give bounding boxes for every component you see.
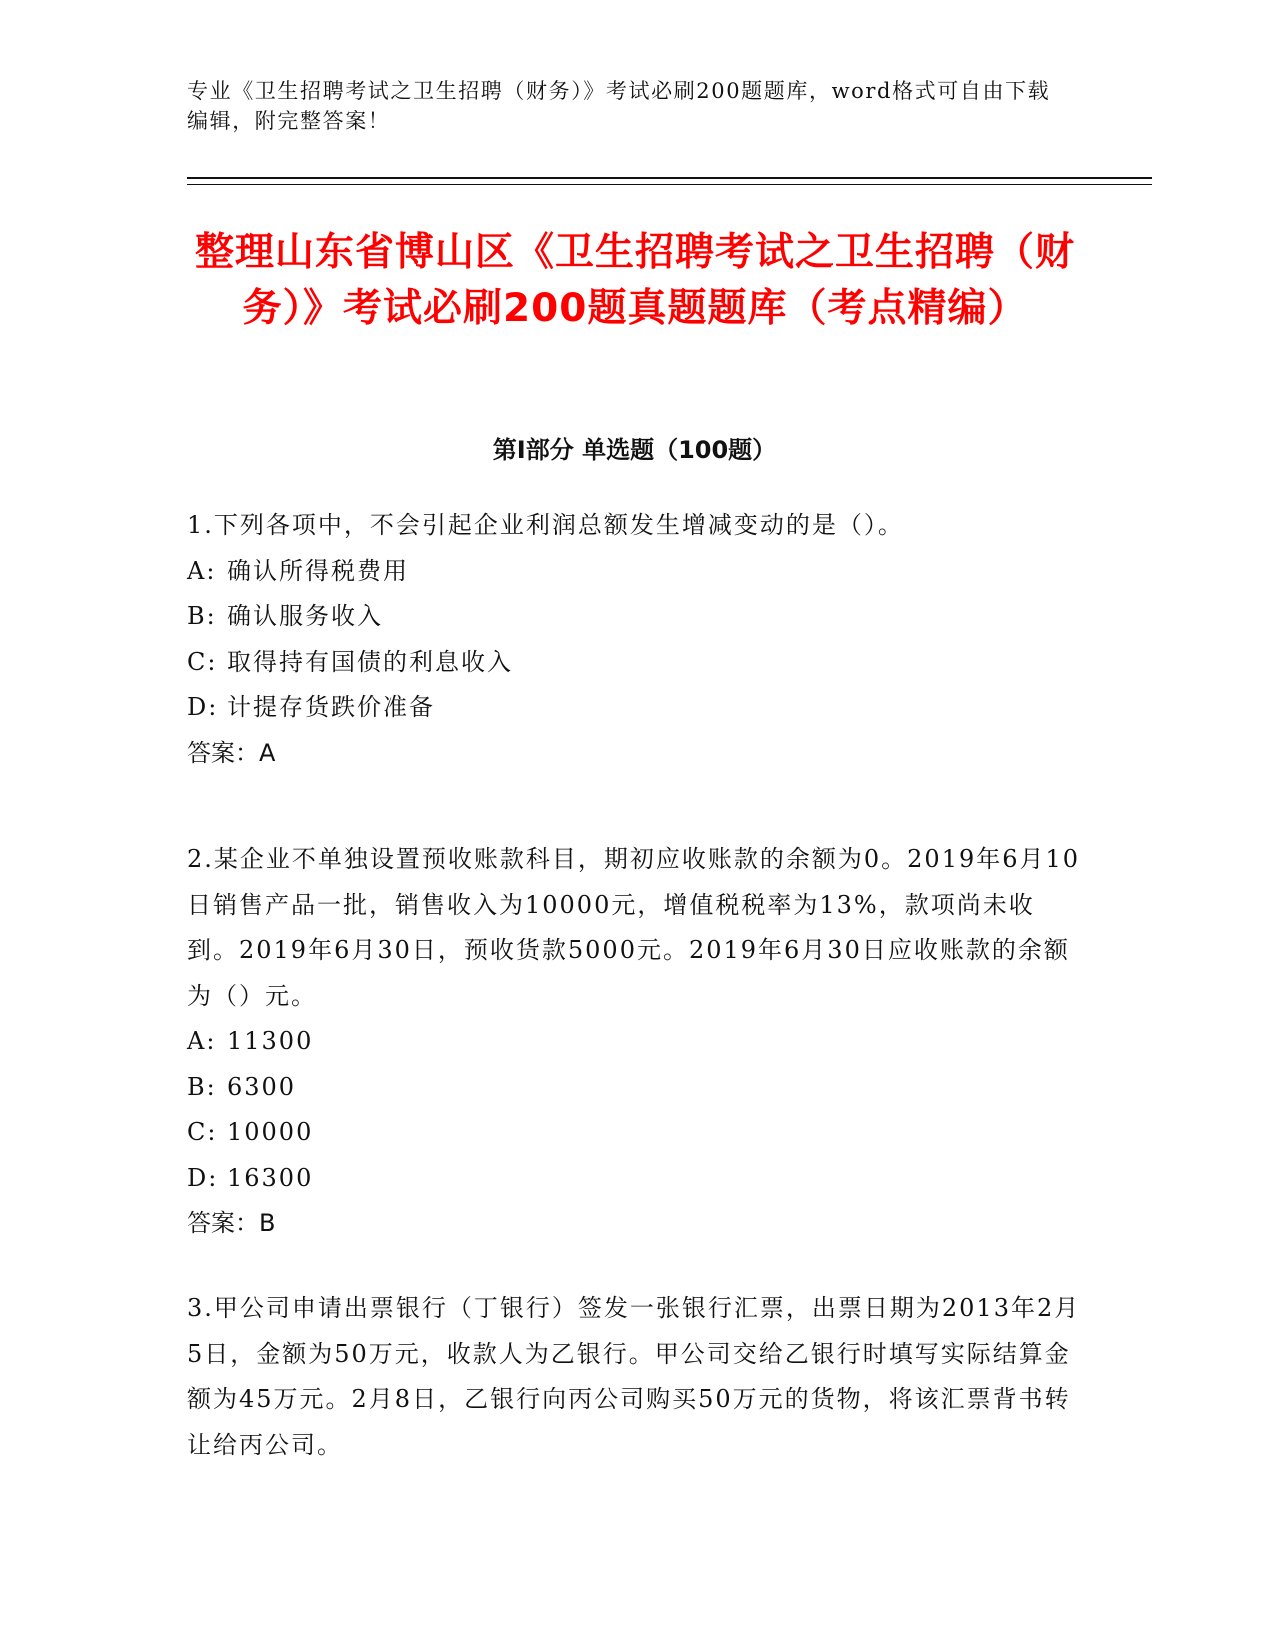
option-letter: B:: [187, 602, 217, 630]
option-letter: D:: [187, 1163, 219, 1192]
option-text: 16300: [227, 1163, 314, 1192]
option-text: 确认服务收入: [227, 602, 383, 630]
question-3: [187, 1286, 1082, 1468]
document-title: 整理山东省博山区《卫生招聘考试之卫生招聘（财务）》考试必刷200题真题题库（考点精编）: [194, 230, 1075, 331]
option-text: 6300: [227, 1072, 297, 1101]
option-c: [187, 1110, 1082, 1156]
option-letter: A:: [187, 556, 217, 585]
option-c: [187, 640, 1082, 686]
option-d: [187, 1156, 1082, 1202]
option-letter: C:: [187, 647, 218, 676]
header-divider-thin: [187, 184, 1152, 185]
option-b: [187, 1065, 1082, 1111]
option-a: [187, 1019, 1082, 1065]
option-a: [187, 549, 1082, 595]
option-letter: A:: [187, 1027, 217, 1055]
option-b: [187, 594, 1082, 640]
option-letter: B:: [187, 1072, 217, 1101]
question-stem: 3.甲公司申请出票银行（丁银行）签发一张银行汇票，出票日期为2013年2月5日，金额为50万元，收款人为乙银行。甲公司交给乙银行时填写实际结算金额为45万元。2月8日，乙银行向丙公司购买50万元的货物，将该汇票背书转让给丙公司。: [187, 1294, 1081, 1459]
question-stem: 2.某企业不单独设置预收账款科目，期初应收账款的余额为0。2019年6月10日销售产品一批，销售收入为10000元，增值税税率为13%，款项尚未收到。2019年6月30日，预收货款5000元。2019年6月30日应收账款的余额为（）元。: [187, 845, 1081, 1010]
option-text: 10000: [227, 1118, 314, 1146]
question-1: [187, 503, 1082, 776]
answer: 答案：B: [187, 1209, 276, 1237]
answer: 答案：A: [187, 738, 276, 767]
option-text: 确认所得税费用: [227, 556, 409, 585]
option-text: 11300: [227, 1027, 314, 1055]
option-letter: C:: [187, 1118, 218, 1146]
option-text: 取得持有国债的利息收入: [227, 647, 513, 676]
question-stem: 1.下列各项中，不会引起企业利润总额发生增减变动的是（）。: [187, 511, 904, 539]
option-text: 计提存货跌价准备: [227, 693, 435, 721]
header-note: 专业《卫生招聘考试之卫生招聘（财务）》考试必刷200题题库，word格式可自由下载编辑，附完整答案！: [187, 79, 1051, 133]
section-title: 第Ⅰ部分 单选题（100题）: [492, 436, 777, 464]
header-divider-thick: [187, 177, 1152, 179]
question-2: [187, 837, 1082, 1246]
option-d: [187, 685, 1082, 731]
option-letter: D:: [187, 693, 219, 721]
